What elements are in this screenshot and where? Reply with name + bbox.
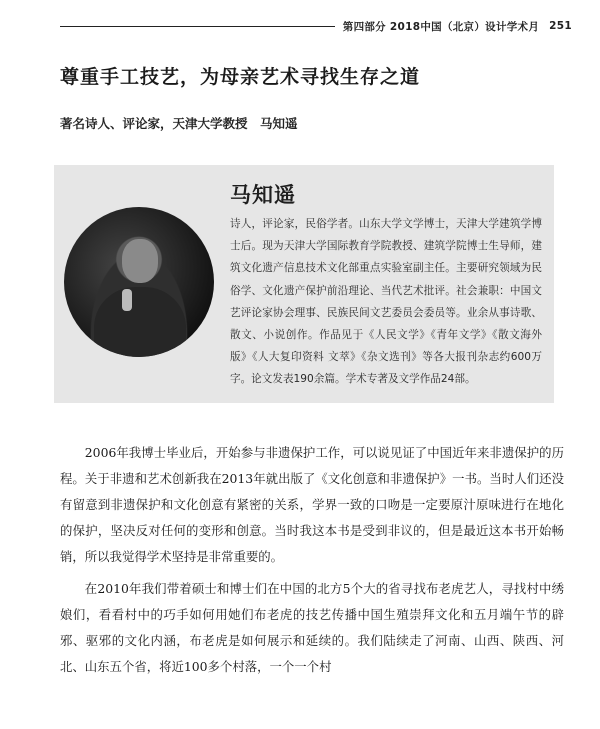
portrait-face-shape xyxy=(122,239,158,283)
microphone-icon xyxy=(122,289,132,311)
page-number: 251 xyxy=(549,20,572,32)
article-title: 尊重手工技艺，为母亲艺术寻找生存之道 xyxy=(60,66,421,88)
author-bio-box xyxy=(54,165,554,403)
header-section: 第四部分 2018中国（北京）设计学术月 xyxy=(342,20,540,33)
bio-name: 马知遥 xyxy=(230,183,296,207)
body-paragraph: 在2010年我们带着硕士和博士们在中国的北方5个大的省寻找布老虎艺人，寻找村中绣娘们，看看村中的巧手如何用她们布老虎的技艺传播中国生殖崇拜文化和五月端午节的辟邪、驱邪的文化内涵，布老虎是如何展示和延续的。我们陆续走了河南、山西、陕西、河北、山东五个省，将近100多个村落，一个一个村 xyxy=(60,581,564,674)
body-paragraph: 2006年我博士毕业后，开始参与非遗保护工作，可以说见证了中国近年来非遗保护的历程。关于非遗和艺术创新我在2013年就出版了《文化创意和非遗保护》一书。当时人们还没有留意到非遗保护和文化创意有紧密的关系，学界一致的口吻是一定要原汁原味进行在地化的保护，坚决反对任何的变形和创意。当时我这本书是受到非议的，但是最近这本书开始畅销，所以我觉得学术坚持是非常重要的。 xyxy=(60,445,564,564)
author-byline: 著名诗人、评论家，天津大学教授 马知遥 xyxy=(60,116,298,131)
article-body xyxy=(60,440,564,686)
header-rule xyxy=(60,26,335,27)
portrait-body-shape xyxy=(94,287,186,357)
author-portrait xyxy=(64,207,214,357)
bio-text: 诗人，评论家，民俗学者。山东大学文学博士，天津大学建筑学博士后。现为天津大学国际教育学院教授、建筑学院博士生导师，建筑文化遗产信息技术文化部重点实验室副主任。主要研究领域为民俗学、文化遗产保护前沿理论、当代艺术批评。社会兼职：中国文艺评论家协会理事、民族民间文艺委员会委员等。业余从事诗歌、散文、小说创作。作品见于《人民文学》《青年文学》《散文海外版》《人大复印资料 文萃》《杂文选刊》等各大报刊杂志约600万字。论文发表190余篇。学术专著及文学作品24部。 xyxy=(230,218,542,386)
running-header xyxy=(60,18,572,34)
